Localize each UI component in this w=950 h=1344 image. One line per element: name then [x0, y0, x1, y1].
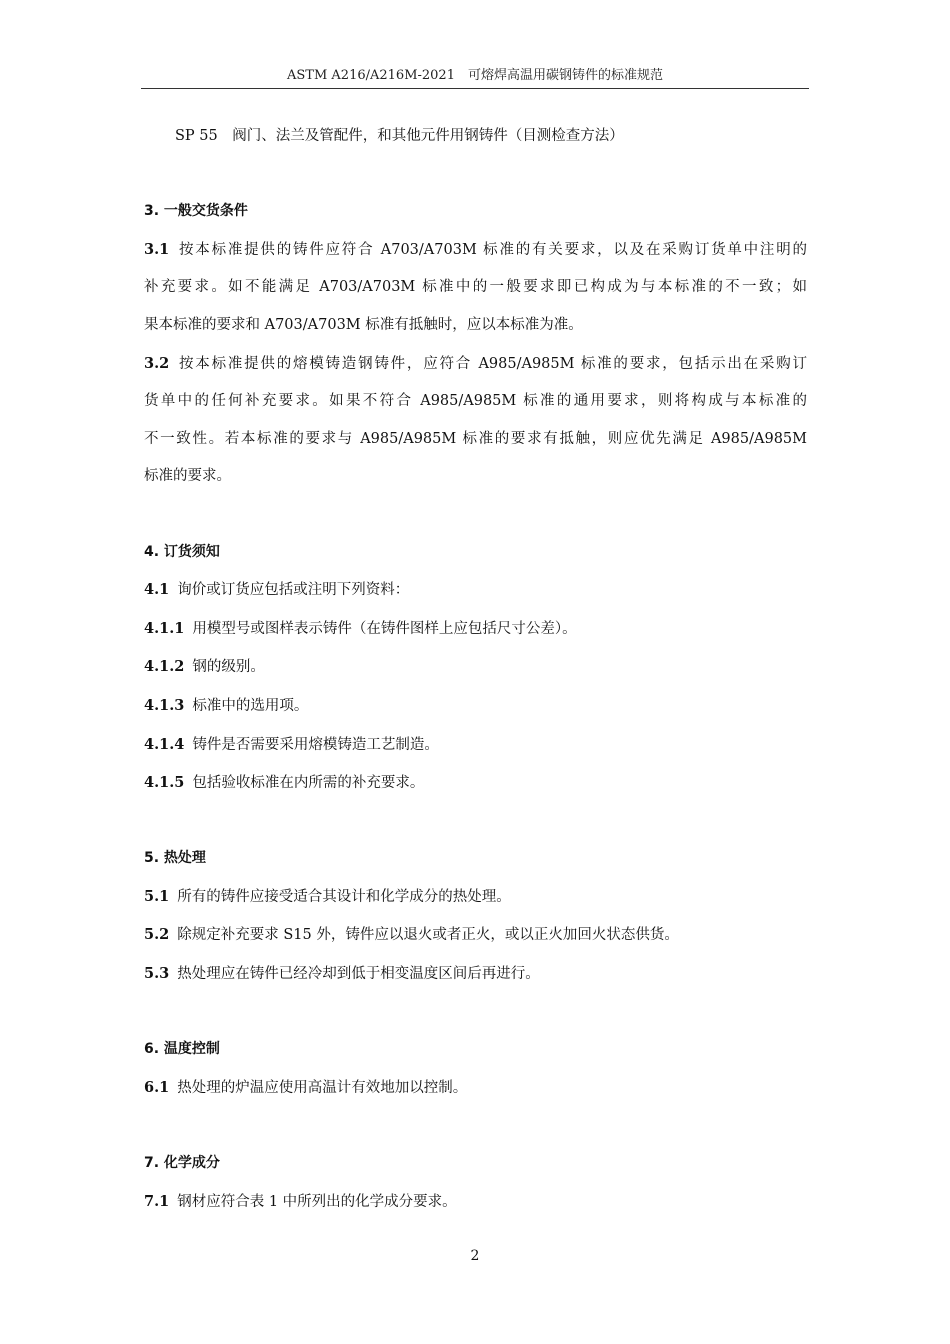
- clause-6-1-number: 6.1: [144, 1078, 170, 1096]
- clause-4-1-3: [144, 687, 807, 726]
- clause-4-1-4-number: 4.1.4: [144, 735, 185, 753]
- clause-3-2-number: 3.2: [144, 354, 170, 372]
- document-body: [144, 118, 807, 1221]
- clause-4-1-3-number: 4.1.3: [144, 696, 185, 714]
- clause-4-1-2: [144, 648, 807, 687]
- clause-5-1-text: 所有的铸件应接受适合其设计和化学成分的热处理。: [177, 888, 511, 905]
- clause-4-1-1-text: 用模型号或图样表示铸件（在铸件图样上应包括尺寸公差）。: [192, 620, 577, 637]
- clause-4-1-4-text: 铸件是否需要采用熔模铸造工艺制造。: [192, 736, 439, 753]
- reference-sp55: SP 55 阀门、法兰及管配件，和其他元件用钢铸件（目测检查方法）: [175, 128, 624, 144]
- clause-5-2-text: 除规定补充要求 S15 外，铸件应以退火或者正火，或以正火加回火状态供货。: [177, 927, 679, 944]
- clause-3-2-line-4: 标准的要求。: [144, 468, 231, 485]
- clause-3-2-line-3: 不一致性。若本标准的要求与 A985/A985M 标准的要求有抵触，则应优先满足 A985/A985M: [144, 430, 807, 447]
- section-6-heading: 6. 温度控制: [144, 1041, 220, 1058]
- section-7-heading: 7. 化学成分: [144, 1155, 220, 1172]
- spacer: [144, 156, 807, 194]
- clause-4-1: [144, 571, 807, 610]
- header-rule: [141, 88, 809, 89]
- clause-3-1-line-1: [144, 231, 807, 270]
- spacer: [144, 803, 807, 841]
- spacer: [144, 994, 807, 1032]
- clause-4-1-5-number: 4.1.5: [144, 774, 185, 792]
- clause-4-1-4: [144, 726, 807, 765]
- clause-5-1: [144, 878, 807, 917]
- clause-3-1-number: 3.1: [144, 240, 170, 258]
- clause-4-1-1: [144, 610, 807, 649]
- section-3-heading: 3. 一般交货条件: [144, 203, 248, 220]
- clause-4-1-5-text: 包括验收标准在内所需的补充要求。: [192, 775, 425, 792]
- spacer: [144, 1107, 807, 1145]
- clause-5-2: [144, 916, 807, 955]
- clause-5-3-number: 5.3: [144, 965, 170, 983]
- clause-4-1-1-number: 4.1.1: [144, 619, 185, 637]
- clause-5-3-text: 热处理应在铸件已经冷却到低于相变温度区间后再进行。: [177, 966, 540, 983]
- clause-3-2-line-1: [144, 345, 807, 384]
- page-number: 2: [470, 1248, 480, 1264]
- clause-4-1-3-text: 标准中的选用项。: [192, 697, 309, 714]
- section-5-heading: 5. 热处理: [144, 850, 206, 867]
- clause-3-1-line-2: 补充要求。如不能满足 A703/A703M 标准中的一般要求即已构成为与本标准的不一致；如: [144, 279, 807, 296]
- clause-7-1-text: 钢材应符合表 1 中所列出的化学成分要求。: [177, 1193, 457, 1210]
- section-4-heading: 4. 订货须知: [144, 543, 220, 560]
- clause-7-1: [144, 1183, 807, 1222]
- clause-3-1-line-3: 果本标准的要求和 A703/A703M 标准有抵触时，应以本标准为准。: [144, 316, 583, 333]
- running-header: ASTM A216/A216M-2021 可熔焊高温用碳钢铸件的标准规范: [287, 68, 663, 83]
- clause-6-1: [144, 1069, 807, 1108]
- clause-5-3: [144, 955, 807, 994]
- clause-5-2-number: 5.2: [144, 926, 170, 944]
- clause-7-1-number: 7.1: [144, 1192, 170, 1210]
- clause-6-1-text: 热处理的炉温应使用高温计有效地加以控制。: [177, 1079, 468, 1096]
- clause-3-2-text-1: 按本标准提供的熔模铸造钢铸件，应符合 A985/A985M 标准的要求，包括示出在采购订: [177, 355, 807, 372]
- clause-4-1-2-text: 钢的级别。: [192, 659, 265, 676]
- clause-3-1-text-1: 按本标准提供的铸件应符合 A703/A703M 标准的有关要求，以及在采购订货单中注明的: [177, 241, 807, 258]
- clause-5-1-number: 5.1: [144, 887, 170, 905]
- clause-4-1-number: 4.1: [144, 581, 170, 599]
- clause-4-1-2-number: 4.1.2: [144, 658, 185, 676]
- clause-4-1-5: [144, 764, 807, 803]
- clause-3-2-line-2: 货单中的任何补充要求。如果不符合 A985/A985M 标准的通用要求，则将构成与本标准的: [144, 393, 807, 410]
- spacer: [144, 496, 807, 534]
- clause-4-1-text: 询价或订货应包括或注明下列资料：: [177, 582, 410, 599]
